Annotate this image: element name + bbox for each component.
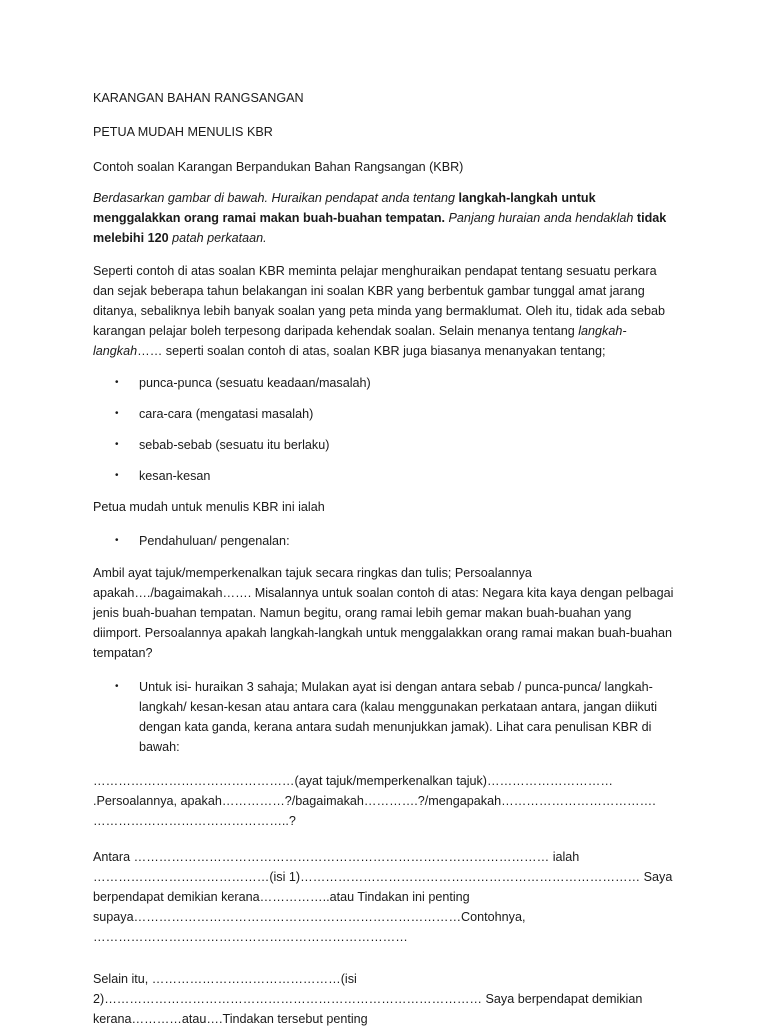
question-part4: tidak melebihi 120 [93, 211, 667, 245]
explanation-paragraph [93, 261, 676, 361]
bullet-icon: • [115, 681, 119, 692]
list-item: • cara-cara (mengatasi masalah) [93, 404, 676, 424]
bullet-icon: • [115, 408, 119, 419]
template-isi2: Selain itu, ………………………………………(isi 2)……………………………………………………………………………… Saya berpendapat demikian kerana…………atau….Tindakan tersebut penting [93, 972, 643, 1026]
question-part3: Panjang huraian anda hendaklah [445, 211, 637, 225]
bullet-icon: • [115, 439, 119, 450]
heading-karangan: KARANGAN BAHAN RANGSANGAN [93, 91, 304, 105]
heading-contoh-soalan: Contoh soalan Karangan Berpandukan Bahan Rangsangan (KBR) [93, 160, 464, 174]
pendahuluan-paragraph: Ambil ayat tajuk/memperkenalkan tajuk secara ringkas dan tulis; Persoalannya apakah…./bagaimakah……. Misalannya untuk soalan contoh di atas: Negara kita kaya dengan pelbagai jenis buah-buahan tempatan. Namun begitu, orang ramai lebih gemar makan buah-buahan yang diimport. Persoalannya apakah langkah-langkah untuk menggalakkan orang ramai makan buah-buahan tempatan? [93, 566, 674, 660]
question-types-list [93, 373, 676, 486]
list-item: • sebab-sebab (sesuatu itu berlaku) [93, 435, 676, 455]
list-item: • Untuk isi- huraikan 3 sahaja; Mulakan ayat isi dengan antara sebab / punca-punca/ langkah-langkah/ kesan-kesan atau antara cara (kalau menggunakan perkataan antara, jangan diikuti dengan kata ganda, kerana antara sudah menunjukkan jamak). Lihat cara penulisan KBR di bawah: [93, 677, 676, 757]
heading-petua: PETUA MUDAH MENULIS KBR [93, 125, 273, 139]
list-item: • kesan-kesan [93, 466, 676, 486]
bullet-icon: • [115, 470, 119, 481]
petua-intro: Petua mudah untuk menulis KBR ini ialah [93, 500, 325, 514]
isi-list [93, 677, 676, 757]
question-part5: patah perkataan. [168, 231, 267, 245]
list-item: • punca-punca (sesuatu keadaan/masalah) [93, 373, 676, 393]
explanation-italic: langkah-langkah [93, 324, 627, 358]
question-part1: Berdasarkan gambar di bawah. Huraikan pendapat anda tentang [93, 191, 459, 205]
list-item: • Pendahuluan/ pengenalan: [93, 531, 676, 551]
sample-question [93, 188, 676, 248]
explanation-text2: …… seperti soalan contoh di atas, soalan KBR juga biasanya menanyakan tentang; [137, 344, 606, 358]
template-isi1: Antara ……………………………………………………………………………………… ialah ……………………………………(isi 1)……………………………………………………………………… Saya berpendapat demikian kerana……………..atau Tindakan ini penting supaya……………………………………………………………………Contohnya, ………………………………………………………………… [93, 850, 673, 944]
bullet-icon: • [115, 535, 119, 546]
question-part2: langkah-langkah untuk menggalakkan orang ramai makan buah-buahan tempatan. [93, 191, 596, 225]
template-pendahuluan: …………………………………………(ayat tajuk/memperkenalkan tajuk)………………………… .Persoalannya, apakah……………?/bagaimakah………….?/mengapakah………………………………. ………………………………………..? [93, 774, 656, 828]
explanation-text1: Seperti contoh di atas soalan KBR meminta pelajar menghuraikan pendapat tentang sesuatu perkara dan sejak beberapa tahun belakangan ini soalan KBR yang berbentuk gambar tunggal amat jarang ditanya, sebaliknya lebih banyak soalan yang peta minda yang bermaklumat. Oleh itu, tidak ada sebab karangan pelajar boleh terpesong daripada kehendak soalan. Selain menanya tentang [93, 264, 665, 338]
bullet-icon: • [115, 377, 119, 388]
pendahuluan-list [93, 531, 676, 551]
